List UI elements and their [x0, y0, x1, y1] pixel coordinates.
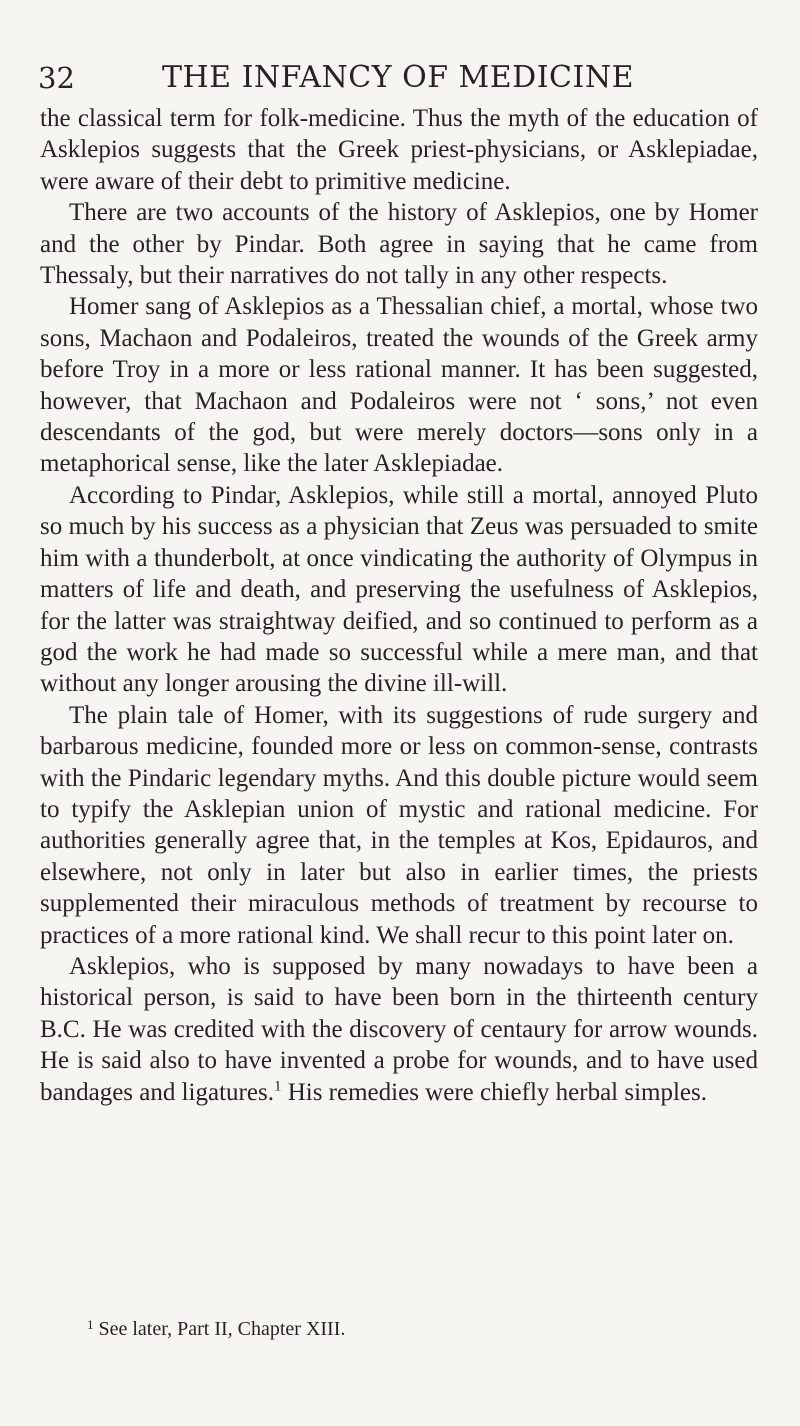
paragraph-continuation: the classical term for folk-medicine. Thus the myth of the education of Asklepios suggests that the Greek priest-physicians, or Asklepiadae, were aware of their debt to primitive medicine. — [40, 105, 758, 195]
paragraph: Homer sang of Asklepios as a Thessalian chief, a mortal, whose two sons, Machaon and Podaleiros, treated the wounds of the Greek army before Troy in a more or less rational manner. It has been suggested, however, that Machaon and Podaleiros were not ‘ sons,’ not even descendants of the god, but were merely doctors—sons only in a metaphorical sense, like the later Asklepiadae. — [40, 293, 758, 478]
body-text — [40, 103, 758, 1108]
paragraph — [40, 951, 758, 1108]
paragraph: There are two accounts of the history of Asklepios, one by Homer and the other by Pindar. Both agree in saying that he came from Thessaly, but their narratives do not tally in any other respects. — [40, 199, 758, 290]
page-header — [38, 58, 758, 98]
paragraph-text: Asklepios, who is supposed by many nowadays to have been a historical person, is said to have been born in the thirteenth century B.C. He was credited with the discovery of centaury for arrow wounds. He is said also to have invented a probe for wounds, and to have used bandages and ligatures. — [40, 952, 758, 1106]
paragraph: According to Pindar, Asklepios, while still a mortal, annoyed Pluto so much by his success as a physician that Zeus was persuaded to smite him with a thunderbolt, at once vindicating the authority of Olympus in matters of life and death, and preserving the usefulness of Asklepios, for the latter was straightway deified, and so continued to perform as a god the work he had made so successful while a mere man, and that without any longer arousing the divine ill-will. — [40, 481, 758, 698]
page-number: 32 — [38, 61, 75, 95]
footnote-marker: 1 — [87, 1317, 94, 1332]
footnote-text: See later, Part II, Chapter XIII. — [98, 1318, 346, 1340]
paragraph: The plain tale of Homer, with its suggestions of rude surgery and barbarous medicine, founded more or less on common-sense, contrasts with the Pindaric legendary myths. And this double picture would seem to typify the Asklepian union of mystic and rational medicine. For authorities generally agree that, in the temples at Kos, Epidauros, and elsewhere, not only in later but also in earlier times, the priests supplemented their miraculous methods of treatment by recourse to practices of a more rational kind. We shall recur to this point later on. — [40, 701, 758, 949]
running-head: THE INFANCY OF MEDICINE — [161, 60, 635, 95]
footnote-reference[interactable]: 1 — [273, 1078, 282, 1095]
footnote — [40, 1316, 758, 1342]
paragraph-text-tail: His remedies were chiefly herbal simples. — [281, 1078, 708, 1106]
